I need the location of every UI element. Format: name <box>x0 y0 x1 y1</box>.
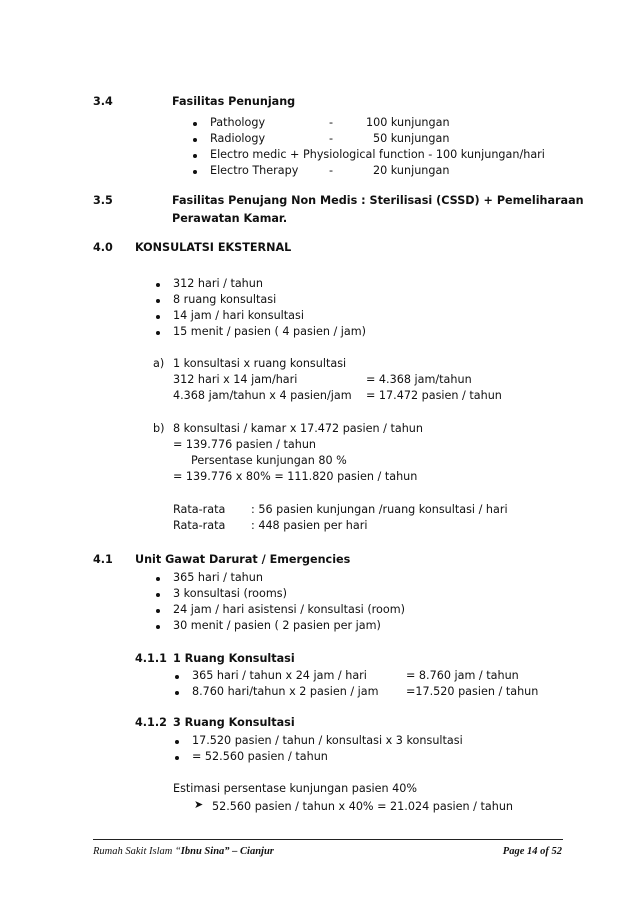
bullet-icon <box>156 283 160 287</box>
list-item-value: = 8.760 jam / tahun <box>406 669 519 682</box>
section-title: Unit Gawat Darurat / Emergencies <box>135 553 351 566</box>
list-item: Pathology <box>210 116 266 129</box>
bullet-icon <box>175 675 179 679</box>
list-item: 17.520 pasien / tahun / konsultasi x 3 konsultasi <box>192 734 463 747</box>
text-line: Estimasi persentase kunjungan pasien 40% <box>173 782 418 795</box>
list-item: 14 jam / hari konsultasi <box>173 309 304 322</box>
subsection-title: 3 Ruang Konsultasi <box>173 716 295 729</box>
section-title: Fasilitas Penujang Non Medis : Sterilisasi (CSSD) + Pemeliharaan <box>172 194 584 207</box>
text-line: = 17.472 pasien / tahun <box>366 389 502 402</box>
bullet-icon <box>175 756 179 760</box>
rata-label: Rata-rata <box>173 503 226 516</box>
list-item: 24 jam / hari asistensi / konsultasi (room) <box>173 603 405 616</box>
list-item: 365 hari / tahun <box>173 571 263 584</box>
footer-hospital-prefix: Rumah Sakit Islam “ <box>93 846 181 857</box>
list-item: = 52.560 pasien / tahun <box>192 750 328 763</box>
footer-divider <box>93 839 563 840</box>
section-number: 4.1 <box>93 553 113 566</box>
bullet-icon <box>193 154 197 158</box>
arrow-bullet-icon: ➤ <box>194 798 204 811</box>
bullet-icon <box>156 593 160 597</box>
list-item-value: 20 kunjungan <box>373 164 450 177</box>
text-line: 1 konsultasi x ruang konsultasi <box>173 357 347 370</box>
list-item: 15 menit / pasien ( 4 pasien / jam) <box>173 325 367 338</box>
section-number: 3.4 <box>93 95 113 108</box>
section-title: Perawatan Kamar. <box>172 212 288 225</box>
subsection-number: 4.1.1 <box>135 652 167 665</box>
bullet-icon <box>193 170 197 174</box>
list-item: Radiology <box>210 132 266 145</box>
list-item: 312 hari / tahun <box>173 277 263 290</box>
subsection-number: 4.1.2 <box>135 716 167 729</box>
text-line: = 139.776 pasien / tahun <box>173 438 317 451</box>
bullet-icon <box>156 331 160 335</box>
list-item-dash: - <box>329 132 334 145</box>
list-item: 3 konsultasi (rooms) <box>173 587 287 600</box>
text-line: 8 konsultasi / kamar x 17.472 pasien / tahun <box>173 422 423 435</box>
list-item-value: 100 kunjungan <box>366 116 450 129</box>
section-title: KONSULATSI EKSTERNAL <box>135 241 292 254</box>
section-number: 3.5 <box>93 194 113 207</box>
list-item: Electro Therapy <box>210 164 299 177</box>
footer-left <box>93 846 274 857</box>
rata-value: : 56 pasien kunjungan /ruang konsultasi / hari <box>251 503 508 516</box>
bullet-icon <box>175 740 179 744</box>
section-number: 4.0 <box>93 241 113 254</box>
bullet-icon <box>156 299 160 303</box>
bullet-icon <box>156 577 160 581</box>
section-title: Fasilitas Penunjang <box>172 95 296 108</box>
list-item-dash: - <box>329 164 334 177</box>
text-line: = 4.368 jam/tahun <box>366 373 472 386</box>
bullet-icon <box>156 609 160 613</box>
list-item: 365 hari / tahun x 24 jam / hari <box>192 669 367 682</box>
list-item: 8.760 hari/tahun x 2 pasien / jam <box>192 685 379 698</box>
list-item: 8 ruang konsultasi <box>173 293 277 306</box>
text-line: 312 hari x 14 jam/hari <box>173 373 298 386</box>
text-line: Persentase kunjungan 80 % <box>191 454 347 467</box>
bullet-icon <box>156 625 160 629</box>
item-label: a) <box>153 357 165 370</box>
item-label: b) <box>153 422 165 435</box>
bullet-icon <box>175 691 179 695</box>
text-line: = 139.776 x 80% = 111.820 pasien / tahun <box>173 470 418 483</box>
bullet-icon <box>193 122 197 126</box>
bullet-icon <box>156 315 160 319</box>
page-number: Page 14 of 52 <box>502 846 562 857</box>
text-line: 4.368 jam/tahun x 4 pasien/jam <box>173 389 352 402</box>
rata-value: : 448 pasien per hari <box>251 519 368 532</box>
bullet-icon <box>193 138 197 142</box>
list-item: 52.560 pasien / tahun x 40% = 21.024 pasien / tahun <box>212 800 514 813</box>
list-item-dash: - <box>329 116 334 129</box>
subsection-title: 1 Ruang Konsultasi <box>173 652 295 665</box>
list-item-value: 50 kunjungan <box>373 132 450 145</box>
list-item: Electro medic + Physiological function - 100 kunjungan/hari <box>210 148 545 161</box>
list-item: 30 menit / pasien ( 2 pasien per jam) <box>173 619 381 632</box>
list-item-value: =17.520 pasien / tahun <box>406 685 539 698</box>
rata-label: Rata-rata <box>173 519 226 532</box>
footer-hospital-name: Ibnu Sina” – Cianjur <box>180 846 274 857</box>
